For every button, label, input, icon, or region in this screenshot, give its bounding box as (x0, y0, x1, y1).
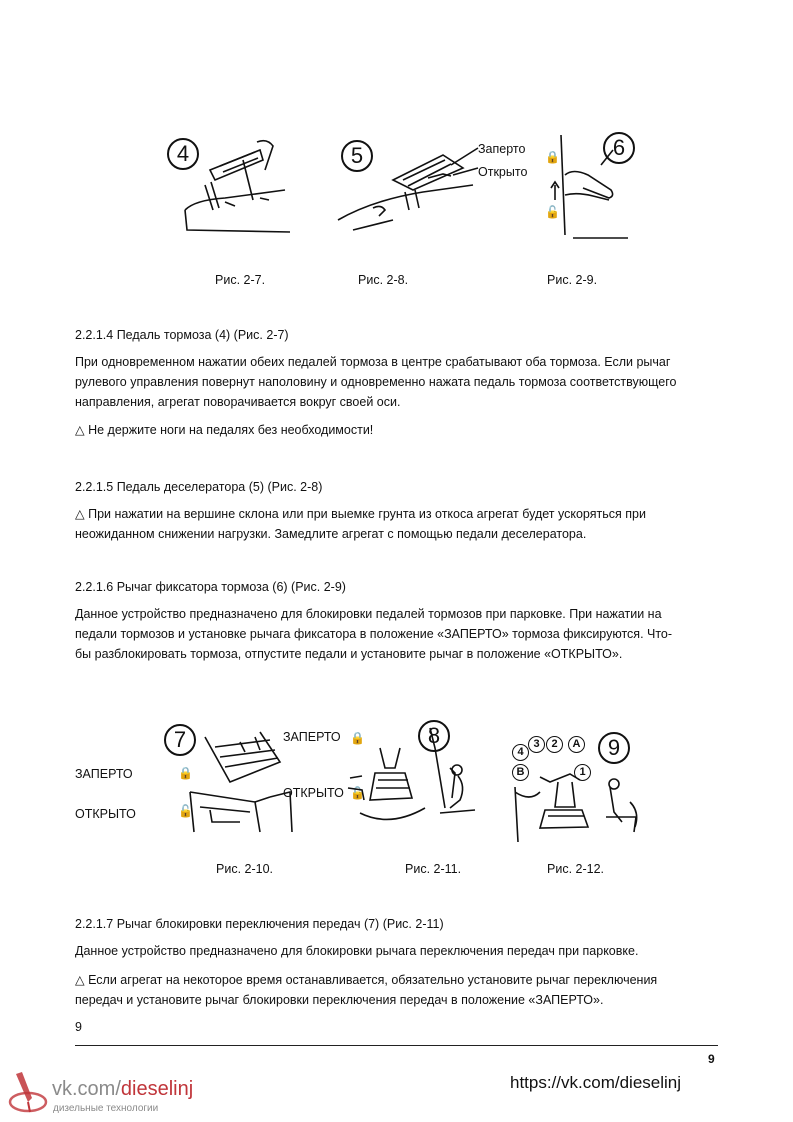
heading-2-2-1-4: 2.2.1.4 Педаль тормоза (4) (Рис. 2-7) (75, 328, 289, 342)
label-open-fig-2-10: ОТКРЫТО (75, 807, 136, 821)
callout-7: 7 (164, 724, 196, 756)
callout-5: 5 (341, 140, 373, 172)
heading-2-2-1-6: 2.2.1.6 Рычаг фиксатора тормоза (6) (Рис. 2-9) (75, 580, 346, 594)
watermark-subtitle: дизельные технологии (53, 1103, 159, 1114)
paragraph-2-2-1-7: Данное устройство предназначено для блокировки рычага переключения передач при парковке. (75, 944, 639, 958)
paragraph-line: Данное устройство предназначено для блокировки педалей тормозов при парковке. При нажатии на (75, 607, 662, 621)
watermark-accent: dieselinj (120, 1078, 194, 1100)
callout-6: 6 (603, 132, 635, 164)
button-1-marker: 1 (574, 764, 591, 781)
paragraph-line: При одновременном нажатии обеих педалей тормоза в центре срабатывают оба тормоза. Если рычаг (75, 355, 671, 369)
watermark (6, 1068, 206, 1118)
callout-4: 4 (167, 138, 199, 170)
label-locked-fig-2-11: ЗАПЕРТО (283, 730, 341, 744)
figure-2-7 (165, 130, 295, 245)
figure-2-12 (510, 732, 650, 847)
injector-logo-icon (6, 1068, 48, 1116)
watermark-text (52, 1078, 193, 1101)
warning-line: неожиданном снижении нагрузки. Замедлите агрегат с помощью педали деселератора. (75, 527, 587, 541)
paragraph-2-2-1-6 (75, 604, 725, 664)
warning-icon: △ (75, 507, 85, 521)
caption-fig-2-8: Рис. 2-8. (358, 273, 409, 287)
button-2-marker: 2 (546, 736, 563, 753)
button-4-marker: 4 (512, 744, 529, 761)
warning-2-2-1-4 (75, 420, 373, 440)
label-locked-fig-2-10: ЗАПЕРТО (75, 767, 133, 781)
button-b-marker: B (512, 764, 529, 781)
paragraph-line: бы разблокировать тормоза, отпустите педали и установите рычаг в положение «ОТКРЫТО». (75, 647, 623, 661)
button-a-marker: A (568, 736, 585, 753)
figure-2-8 (333, 130, 538, 245)
caption-fig-2-11: Рис. 2-11. (405, 862, 462, 876)
lock-closed-icon: 🔒 (350, 731, 365, 745)
warning-line: △ Если агрегат на некоторое время останавливается, обязательно установите рычаг переключения (75, 973, 658, 987)
warning-2-2-1-5 (75, 504, 725, 544)
label-open-fig-2-11: ОТКРЫТО (283, 786, 344, 800)
watermark-main: vk.com/ (52, 1078, 121, 1100)
page-number-right: 9 (708, 1052, 715, 1066)
paragraph-line: направления, агрегат поворачивается вокруг своей оси. (75, 395, 401, 409)
paragraph-2-2-1-4 (75, 352, 725, 412)
heading-2-2-1-7: 2.2.1.7 Рычаг блокировки переключения передач (7) (Рис. 2-11) (75, 917, 444, 931)
footer-divider (75, 1045, 718, 1046)
caption-fig-2-9: Рис. 2-9. (547, 273, 598, 287)
paragraph-line: педали тормозов и установке рычага фиксатора в положение «ЗАПЕРТО» тормоза фиксируются. Что- (75, 627, 673, 641)
caption-fig-2-7: Рис. 2-7. (215, 273, 266, 287)
label-locked-fig-2-8: Заперто (478, 142, 526, 156)
footer-url[interactable]: https://vk.com/dieselinj (510, 1073, 682, 1092)
figure-2-10 (160, 722, 300, 842)
lock-open-icon: 🔓 (545, 205, 560, 219)
warning-line: △ При нажатии на вершине склона или при выемке грунта из откоса агрегат будет ускоряться при (75, 507, 646, 521)
gear-shift-lever-illustration (340, 718, 480, 843)
paragraph-line: рулевого управления повернут наполовину и одновременно нажата педаль тормоза соответствующего (75, 375, 677, 389)
lock-open-icon: 🔓 (350, 786, 365, 800)
warning-text: Не держите ноги на педалях без необходимости! (88, 423, 374, 437)
lock-closed-icon: 🔒 (178, 766, 193, 780)
warning-icon: △ (75, 973, 85, 987)
button-3-marker: 3 (528, 736, 545, 753)
callout-8: 8 (418, 720, 450, 752)
caption-fig-2-10: Рис. 2-10. (216, 862, 274, 876)
heading-2-2-1-5: 2.2.1.5 Педаль деселератора (5) (Рис. 2-8) (75, 480, 323, 494)
figure-2-9 (543, 130, 643, 245)
label-open-fig-2-8: Открыто (478, 165, 528, 179)
warning-2-2-1-7 (75, 970, 725, 1010)
page-number-left: 9 (75, 1020, 82, 1034)
warning-line: передач и установите рычаг блокировки переключения передач в положение «ЗАПЕРТО». (75, 993, 604, 1007)
figure-2-11 (340, 718, 480, 843)
callout-9: 9 (598, 732, 630, 764)
caption-fig-2-12: Рис. 2-12. (547, 862, 605, 876)
warning-icon: △ (75, 423, 85, 437)
lock-closed-icon: 🔒 (545, 150, 560, 164)
lock-open-icon: 🔓 (178, 804, 193, 818)
